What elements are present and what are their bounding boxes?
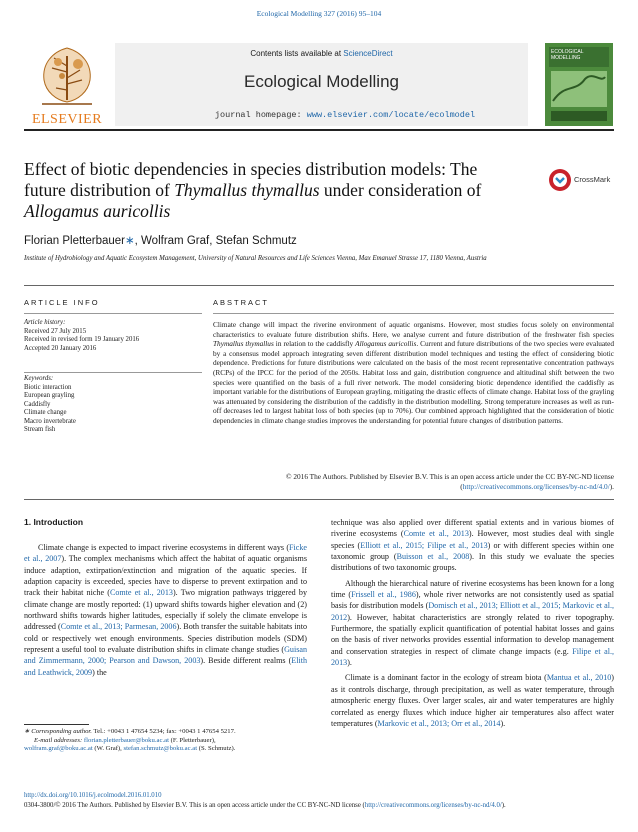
citation-link[interactable]: Domisch et al., 2013; Elliott et al., 2015; Markovic et al., 2012 xyxy=(331,601,614,622)
citation-link[interactable]: Mantua et al., 2010 xyxy=(546,673,612,683)
abstract-part: . Current and future distributions of the two species were evaluated by a consensus model approach integrating seven different distribution model techniques and testing the effect of considering biotic dependence. Predictions for future distributions were calculated on the basis of the most recent representative concentration pathways (RCPs) of the IPCC for the period of the 2050s. Habitat loss and gain, distribution congruence and altitudinal shift between the two species were quantified on the basis of a full river network. The model considering biotic dependence identified the caddisfly as important variable for the distributions of European grayling, mitigating the drastic effects of climate change. Habitat loss of the grayling was attenuated by considering the distribution of the caddisfly in the distribution modelling. Strong temperature increases as well as run-off decreases led to largest habitat loss of both species (up to 70%). Our combined approach highlighted that the consideration of biotic dependencies in climate change studies improves the understanding for potential future changes of distribution patterns. xyxy=(213,339,615,425)
author-1: Florian Pletterbauer xyxy=(24,235,125,247)
accepted-date: Accepted 20 January 2016 xyxy=(24,344,97,352)
keyword-item: Caddisfly xyxy=(24,400,51,408)
journal-citation[interactable]: Ecological Modelling 327 (2016) 95–104 xyxy=(256,9,382,18)
body-text: ). Both transfer the suitable habitats into cold or respectively wet enough environments. Species distribution models (SDM) represent a useful tool to evaluate distribution shifts in climate change studies ( xyxy=(24,622,307,655)
body-text: Climate change is expected to impact riverine ecosystems in different ways ( xyxy=(38,543,290,552)
license-link[interactable]: http://creativecommons.org/licenses/by-nc-nd/4.0/ xyxy=(462,481,610,491)
citation-link[interactable]: Elith and Leathwick, 2009 xyxy=(24,656,308,677)
abstract-part: in relation to the caddisfly xyxy=(273,339,356,349)
title-part2: under consideration of xyxy=(319,180,482,200)
issn-license-line xyxy=(24,802,624,809)
elsevier-wordmark: ELSEVIER xyxy=(31,112,103,127)
keywords-heading: Keywords: xyxy=(24,375,54,382)
body-text: Climate is a dominant factor in the ecology of stream biota ( xyxy=(345,673,547,683)
body-text: ). However, habitat characteristics are strongly related to river topography. Furthermore, the spatially explicit quantification of potential habitat losses and gains on the basis of river networks provides essential information to develop management and conservation strategies in respect of climate change impacts (e.g. xyxy=(331,612,614,656)
cover-title: ECOLOGICAL MODELLING xyxy=(551,49,584,61)
body-text: ). xyxy=(347,658,352,668)
email-link[interactable]: stefan.schmutz@boku.ac.at xyxy=(123,745,198,753)
citation-link[interactable]: Frissell et al., 1986 xyxy=(351,590,416,600)
article-history xyxy=(24,319,202,353)
title-species-1: Thymallus thymallus xyxy=(174,180,320,200)
keyword-item: European grayling xyxy=(24,392,75,399)
revised-date: Received in revised form 19 January 2016 xyxy=(24,336,140,343)
keyword-item: Climate change xyxy=(24,409,67,416)
keyword-item: Stream fish xyxy=(24,426,56,433)
body-text: Although the hierarchical nature of riverine ecosystems has been known for a long time ( xyxy=(331,578,614,600)
email-owner: (W. Graf), xyxy=(92,745,124,753)
crossmark-label: CrossMark xyxy=(574,175,611,184)
body-text: ) as it controls discharge, through precipitation, as well as water temperature, through atmospheric energy fluxes. Over larger scales, air and water temperatures are highly correlated as energy fluxes which induce higher air temperatures also affect water temperatures ( xyxy=(331,673,614,728)
copyright-text: © 2016 The Authors. Published by Elsevier B.V. This is an open access article under the CC BY-NC-ND license ( xyxy=(286,472,614,491)
keyword-item: Macro invertebrate xyxy=(24,417,76,425)
article-info-rule xyxy=(24,313,202,314)
citation-link[interactable]: Ficke et al., 2007 xyxy=(24,543,307,564)
corresponding-label: ∗ Corresponding author. xyxy=(24,728,92,735)
body-text: ) the xyxy=(92,667,107,677)
email-owner: (S. Schmutz). xyxy=(197,745,236,753)
license-link[interactable]: http://creativecommons.org/licenses/by-nc-nd/4.0/ xyxy=(364,802,502,809)
corresponding-author-footnote xyxy=(24,728,314,754)
author-others: , Wolfram Graf, Stefan Schmutz xyxy=(134,235,297,247)
abstract-part: Climate change will impact the riverine environment of aquatic organisms. However, most studies focus solely on environmental characteristics to evaluate future distribution shifts. Here, we analyse current and future distribution of the freshwater fish species xyxy=(213,320,614,339)
citation-link[interactable]: Filipe et al., 2013 xyxy=(331,646,614,668)
citation-link[interactable]: Guisan and Zimmermann, 2000; Pearson and Dawson, 2003 xyxy=(24,645,307,666)
abstract-species-1: Thymallus thymallus xyxy=(213,339,274,349)
body-text: ). Two migration pathways triggered by climate change are mostly reported: (1) upward shifts towards higher elevation and (2) northward shifts towards higher latitudes, especially if solely the climate envelope is addressed ( xyxy=(24,588,307,632)
citation-link[interactable]: Markovic et al., 2013; Orr et al., 2014 xyxy=(377,718,501,728)
abstract-species-2: Allogamus auricollis xyxy=(355,339,417,349)
sciencedirect-link[interactable]: ScienceDirect xyxy=(343,49,393,58)
history-heading: Article history: xyxy=(24,319,66,326)
body-column-right xyxy=(331,517,614,729)
article-title xyxy=(24,159,504,222)
section-rule xyxy=(24,285,614,286)
intro-paragraph xyxy=(24,542,307,678)
crossmark-badge[interactable] xyxy=(548,168,618,192)
body-text: ). Beside different realms ( xyxy=(200,656,292,666)
body-text: ). However, most studies deal with single species ( xyxy=(331,529,614,550)
header-rule xyxy=(24,129,614,131)
contact-numbers: Tel.: +0043 1 47654 5234; fax: +0043 1 47654 5217. xyxy=(91,728,236,735)
journal-homepage-line xyxy=(165,110,525,120)
title-species-2: Allogamus auricollis xyxy=(24,201,171,221)
contents-available-line xyxy=(115,49,528,58)
title-part1: Effect of biotic dependencies in species distribution models: The future distribution of xyxy=(24,159,478,200)
journal-cover-thumbnail xyxy=(545,43,613,126)
introduction-heading: 1. Introduction xyxy=(24,517,84,527)
copyright-end: ). xyxy=(609,481,614,491)
citation-link[interactable]: Comte et al., 2013; Parmesan, 2006 xyxy=(60,622,177,632)
keywords-block xyxy=(24,372,202,435)
body-text: ). xyxy=(500,718,506,728)
abstract-text xyxy=(213,320,614,426)
keyword-item: Biotic interaction xyxy=(24,383,72,391)
issn-text: 0304-3800/© 2016 The Authors. Published by Elsevier B.V. This is an open access article under the CC BY-NC-ND license ( xyxy=(24,802,365,809)
abstract-heading: ABSTRACT xyxy=(213,298,270,307)
intro-paragraph xyxy=(331,672,614,729)
body-text: ). The complex mechanisms which affect the habitat of aquatic organisms induce adaption, extirpation/extinction and migration of the aquatic species. If adaption capacity is exceeded, species have to disperse to prevent extirpation and to track their habitat niche ( xyxy=(24,554,307,598)
homepage-link[interactable]: www.elsevier.com/locate/ecolmodel xyxy=(306,110,476,120)
email-owner: (F. Pletterbauer), xyxy=(168,736,216,744)
email-link[interactable]: wolfram.graf@boku.ac.at xyxy=(24,745,93,753)
contents-prefix: Contents lists available at xyxy=(250,49,344,58)
doi-link[interactable]: http://dx.doi.org/10.1016/j.ecolmodel.2016.01.010 xyxy=(24,792,162,799)
abstract-rule xyxy=(213,313,614,314)
citation-link[interactable]: Elliott et al., 2015; Filipe et al., 2013 xyxy=(360,540,488,550)
received-date: Received 27 July 2015 xyxy=(24,327,87,335)
intro-paragraph xyxy=(331,578,614,669)
body-text: ), whole river networks are not consistently used as spatial basis for distribution models ( xyxy=(331,590,614,611)
corresponding-author-mark[interactable]: ∗ xyxy=(125,235,135,247)
body-text: ) or with different species within one taxonomic group ( xyxy=(331,540,614,562)
body-text: technique was also applied over different spatial extents and in various biomes of riverine ecosystems ( xyxy=(331,518,614,539)
intro-paragraph xyxy=(331,517,614,574)
body-text: ). In this study we evaluate the species distributions of two taxonomic groups. xyxy=(331,552,614,573)
email-label: E-mail addresses: xyxy=(34,736,83,744)
citation-link[interactable]: Buisson et al., 2008 xyxy=(396,552,470,562)
footnote-rule xyxy=(24,724,89,725)
abstract-copyright xyxy=(213,472,614,491)
author-affiliation: Institute of Hydrobiology and Aquatic Ecosystem Management, University of Natural Resources and Life Sciences Vienna, Max Emanuel Strasse 17, 1180 Vienna, Austria xyxy=(24,255,487,262)
journal-title: Ecological Modelling xyxy=(244,72,399,91)
author-list xyxy=(24,233,297,247)
email-link[interactable]: florian.pletterbauer@boku.ac.at xyxy=(83,736,169,744)
issn-end: ). xyxy=(501,802,506,809)
citation-link[interactable]: Comte et al., 2013 xyxy=(109,588,173,598)
article-info-heading: ARTICLE INFO xyxy=(24,298,100,307)
body-rule xyxy=(24,499,614,500)
crossmark-icon xyxy=(548,168,572,192)
citation-link[interactable]: Comte et al., 2013 xyxy=(403,529,469,539)
homepage-prefix: journal homepage: xyxy=(214,110,307,120)
body-column-left xyxy=(24,542,307,678)
